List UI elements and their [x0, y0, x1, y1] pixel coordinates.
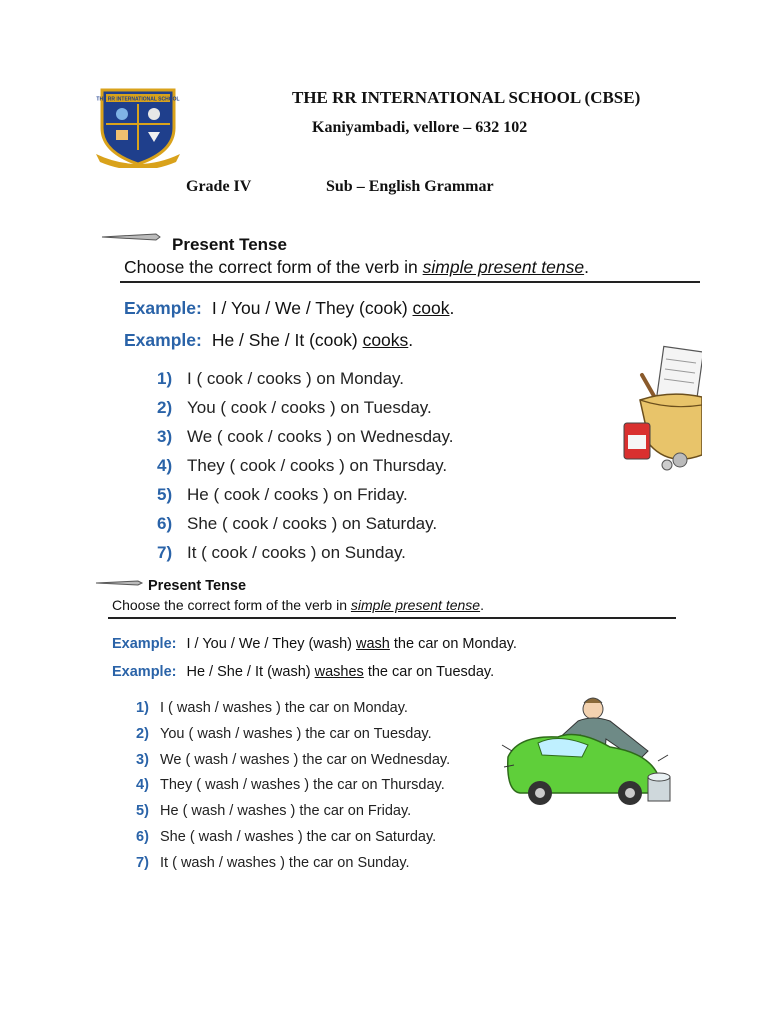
list-item	[157, 426, 453, 455]
section1-instruction	[124, 257, 589, 278]
item-number: 6)	[157, 514, 173, 533]
school-name: THE RR INTERNATIONAL SCHOOL (CBSE)	[292, 88, 641, 107]
instruction-prefix: Choose the correct form of the verb in	[124, 257, 423, 277]
item-text: We ( wash / washes ) the car on Wednesday.	[160, 751, 451, 768]
example-answer: cooks	[362, 330, 409, 350]
item-number: 2)	[136, 725, 149, 742]
section1-exercise-list	[157, 368, 453, 571]
list-item	[157, 397, 453, 426]
example-after: the car on Tuesday.	[363, 664, 495, 680]
section1-example-1	[124, 298, 454, 319]
item-text: We ( cook / cooks ) on Wednesday.	[187, 427, 454, 446]
example-after: .	[449, 298, 455, 318]
car-wash-icon	[498, 695, 678, 815]
list-item	[136, 724, 450, 750]
item-number: 7)	[157, 543, 173, 562]
item-number: 1)	[157, 369, 173, 388]
item-number: 5)	[157, 485, 173, 504]
item-number: 6)	[136, 828, 149, 845]
item-text: He ( cook / cooks ) on Friday.	[187, 485, 408, 504]
item-number: 4)	[157, 456, 173, 475]
school-crest-icon	[94, 84, 182, 168]
section2-example-2	[112, 664, 494, 680]
example-after: .	[408, 330, 414, 350]
list-item	[136, 801, 450, 827]
item-number: 1)	[136, 700, 149, 716]
item-text: You ( wash / washes ) the car on Tuesday.	[160, 725, 432, 742]
section2-title: Present Tense	[148, 578, 247, 594]
example-text: I / You / We / They (wash)	[186, 636, 357, 652]
school-address: Kaniyambadi, vellore – 632 102	[312, 119, 528, 136]
pencil-icon	[100, 231, 162, 243]
item-text: I ( cook / cooks ) on Monday.	[187, 369, 404, 388]
section2-divider	[108, 617, 676, 619]
item-text: It ( wash / washes ) the car on Sunday.	[160, 854, 410, 871]
crest-text: THE RR INTERNATIONAL SCHOOL	[96, 96, 180, 103]
item-text: He ( wash / washes ) the car on Friday.	[160, 803, 412, 820]
list-item	[157, 484, 453, 513]
item-text: She ( wash / washes ) the car on Saturday.	[160, 828, 437, 845]
section1-title: Present Tense	[172, 235, 287, 254]
list-item	[157, 542, 453, 571]
instruction-tense: simple present tense	[350, 597, 481, 613]
grade-label: Grade IV	[186, 178, 252, 195]
example-answer: wash	[356, 636, 390, 652]
list-item	[136, 853, 450, 879]
item-number: 4)	[136, 777, 149, 794]
list-item	[136, 698, 450, 724]
section1-example-2	[124, 330, 413, 351]
list-item	[136, 750, 450, 776]
item-text: You ( cook / cooks ) on Tuesday.	[187, 398, 432, 417]
example-label: Example:	[112, 664, 177, 680]
item-number: 3)	[136, 751, 149, 768]
section2-exercise-list	[136, 698, 450, 879]
instruction-suffix: .	[480, 597, 484, 613]
item-text: They ( cook / cooks ) on Thursday.	[187, 456, 448, 475]
example-text: He / She / It (wash)	[186, 664, 315, 680]
list-item	[157, 368, 453, 397]
section2-example-1	[112, 636, 517, 652]
instruction-tense: simple present tense	[422, 257, 585, 277]
example-label: Example:	[124, 330, 202, 350]
item-text: She ( cook / cooks ) on Saturday.	[187, 514, 438, 533]
subject-label: Sub – English Grammar	[326, 178, 494, 195]
example-after: the car on Monday.	[389, 636, 517, 652]
list-item	[136, 827, 450, 853]
example-label: Example:	[124, 298, 202, 318]
item-text: I ( wash / washes ) the car on Monday.	[160, 700, 408, 716]
list-item	[157, 513, 453, 542]
list-item	[136, 775, 450, 801]
instruction-suffix: .	[584, 257, 589, 277]
item-text: They ( wash / washes ) the car on Thursday.	[160, 777, 445, 794]
example-answer: washes	[314, 664, 364, 680]
example-text: I / You / We / They (cook)	[211, 298, 413, 318]
cooking-bowl-icon	[620, 345, 702, 480]
example-answer: cook	[412, 298, 450, 318]
instruction-prefix: Choose the correct form of the verb in	[112, 597, 351, 613]
example-text: He / She / It (cook)	[211, 330, 363, 350]
item-number: 7)	[136, 854, 149, 871]
item-number: 2)	[157, 398, 173, 417]
example-label: Example:	[112, 636, 177, 652]
item-number: 3)	[157, 427, 173, 446]
item-text: It ( cook / cooks ) on Sunday.	[187, 543, 406, 562]
section2-instruction	[112, 597, 484, 613]
list-item	[157, 455, 453, 484]
item-number: 5)	[136, 803, 149, 820]
section1-divider	[120, 281, 700, 283]
pencil-icon	[94, 578, 144, 588]
